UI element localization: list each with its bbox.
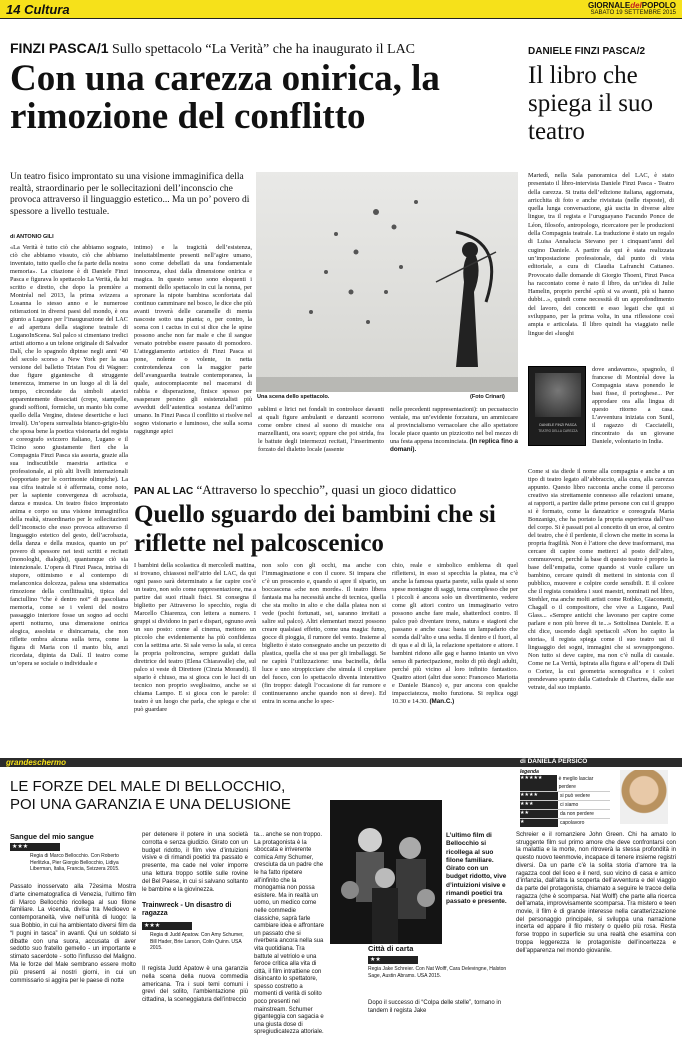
article-1-col-3: sublimi e lirici nei fondali in controluce davanti ai quali figure ambulanti e danzanti scorrono come ombre cinesi al suono di musiche ora marzellianti, ora soavi; oppure che poi strida, fra le battute degli intermezzi recitati, l’inserimento forzato del dialetto locale (assente bbox=[258, 406, 384, 453]
legend-row: ★★★ ci siamo bbox=[520, 801, 610, 810]
book-title: DANIELE FINZI PASCA bbox=[539, 423, 577, 427]
film-3-rating: ★★ bbox=[368, 956, 418, 964]
cinema-title: LE FORZE DEL MALE DI BELLOCCHIO, POI UNA GARANZIA E UNA DELUSIONE bbox=[10, 778, 291, 813]
article-2-body: Martedì, nella Sala panoramica del LAC, è stato presentato il libro-intervista Daniele Finzi Pasca - Teatro della carezza. Si tratta dell’edizione italiana, aggiornata, arricchita di foto e anche rivisitata (nelle risposte), di quella lunga conversazione, già uscita in diverse altre lingue, tra il regista e l’uruguayano Facundo Ponce de Léon, filosofo, antropologo, ricercatore per le produzioni della Compagnia teatrale. La traduzione è stato un regalo di Luisa Annalucia Stevano per i cinquant’anni del cugino Daniele. A partire da qui è stata realizzata un’impostazione professionale, dal punto di vista editoriale, a cura di Claudia Lafranchi Cattaneo. Provocato dalle domande di Giorgio Thoeni, Finzi Pasca ha raccontato come è nato il libro, da un’idea di Julie Hamelin, proprio perché «più si va avanti, più si hanno dubbi...», quindi come necessità di un approfondimento del lavoro, dei concetti e esso legati che qui si sviluppano, per la prima volta, in una riflessione così ampia e articolata. Il libro quindi ha viaggiato nelle lingue dei «luoghi bbox=[528, 172, 674, 337]
film-photo-illustration bbox=[330, 800, 442, 944]
author-avatar bbox=[620, 770, 668, 824]
film-1-body-2: per detenere il potere in una società corrotta e senza giudizio. Girato con un budget ridotto, il film vive d’intuizioni visive e di rimandi poetici tra passato e presente, ma cade nel voler imporre una lettura troppo sottile sulle rovine del Bel Paese, in cui si salvano soltanto le bambine e la giovinezza. bbox=[142, 832, 248, 893]
article-1-col-2: intimo) e la tragicità dell’esistenza, ineluttabilmente presenti nell’agire umano, sono come debellati da una fondamentale innocenza, elusi dalla dimensione onirica e magica. In questo senso sono eloquenti i momenti dello spettacolo in cui la nonna, per spronare la nipote bambina sconfortata dal continuo camminare nel bosco, le dice che più avanti troverà delle caramelle di menta nascoste sotto una pianta; o, per contro, la scena con i cactus in cui si dice che le spine possono anche non far male e che il sangue versato potrebbe essere passato di pomodoro. L’atteggiamento artistico di Finzi Pasca si pone, nolente o volente, in netta controtendenza con la maggior parte dell’avanguardia teatrale contemporanea, la quale, autocompiacente nel macerarsi di rabbia e disperazione, finisce spesso per esasperare persino gli esistenzialisti più avveduti dell’autentica sostanza dell’animo umano. In Finzi Pasca il conflitto si risolve nel sogno visionario e luminoso, che sulla scena raggiunge apici bbox=[134, 244, 252, 435]
article-3-col-1: I bambini della scolastica di mercoledì mattina, si trovano, chiassosi nell’atrio del LAC, da qui ogni passo sarà determinato a far capire cos’è un teatro, non solo come rappresentazione, ma a partire dai suoi rituali fisici. Si consegna il biglietto per Attraverso lo specchio, regia di Marcello Chiarenza, con lettera a numero. I gruppi si dividono in pari e dispari, ognuno avrà un suo posto: come al cinema, mettono un piccolo che evidentemente ha più confidenza con la settima arte. Si sale verso la sala, si cerca la propria poltroncina, sempre guidati dalla direttrice del teatro (Elena Chiaravalle) che, sul palco si veste di Direttore (Cinzia Morandi). Il sipario è chiuso, ma si gioca con le luci di un tecnico non proprio sveglissimo, anche se si chiama Lampo. E si gioca con le parole: il teatro è un luogo che parla, che spiega e che si può guardare bbox=[134, 562, 256, 713]
cinema-section: grandeschermo bbox=[6, 758, 67, 767]
film-photo bbox=[330, 800, 442, 944]
film-3-col-6: Schreier e il romanziere John Green. Chi ha amato lo struggente film sul primo amore che deve confrontarsi con la malattia e la morte, non ritroverà la stessa profondità in questo nuovo teenmovie, incapace di tenere insieme registri diversi. Da un parte c’è la solita storia d’amore tra la ragazza cool del liceo e il nerd, suo vicino di casa e amico d’infanzia, dall’altra la scoperta dell’avventura e del viaggio da parte del protagonista, chiamato a seguire le tracce della ragazza (che è scomparsa. Nat Wolff) che parte alla ricerca dell’amata, improvvisamente scomparsa. Tra mistero e teen movie, il film è di grande interesse nella caratterizzazione del personaggio principale, si sviluppa una narrazione incerta ed appare il filo mistery o quello più rosa. Resta forse troppo in superficie su una realtà che esamina con troppa leggerezza le protagoniste dell’incertezza e dell’apparenza nel mondo giovanile. bbox=[516, 832, 676, 954]
film-1-rating: ★★★ bbox=[10, 843, 60, 851]
photo-credit: (Foto Crinari) bbox=[470, 394, 505, 400]
article-1-intro: Un teatro fisico improntato su una visione immaginifica della realtà, straordinario per le sollecitazioni dell’inconscio che provoca attraverso il linguaggio estetico... Ma un po’ povero di spessore a livello testuale. bbox=[10, 172, 250, 217]
byline: di ANTONIO GILI bbox=[10, 234, 54, 240]
legend-box bbox=[520, 769, 610, 826]
article-2-kicker: DANIELE FINZI PASCA/2 bbox=[528, 46, 646, 57]
film-2-rating: ★★★ bbox=[142, 922, 192, 930]
film-2-credits: Regia di Judd Apatow. Con Amy Schumer, Bill Hader, Brie Larson, Colin Quinn. USA 2015. bbox=[150, 932, 244, 951]
article-3-kicker: PAN AL LAC “Attraverso lo specchio”, quasi un gioco didattico bbox=[134, 482, 457, 497]
header-bar bbox=[0, 0, 682, 19]
legend-row: ★★ da non perdere bbox=[520, 810, 610, 819]
film-photo-caption: L’ultimo film di Bellocchio si ricollega al suo filone familiare. Girato con un budget ridotto, vive d’intuizioni visive e rimandi poetici tra passato e presente. bbox=[446, 832, 507, 906]
film-1-credits: Regia di Marco Bellocchio. Con Roberto Herlitzka, Pier Giorgio Bellocchio, Lidiya Liberman, Italia, Francia, Svizzera 2015. bbox=[30, 853, 120, 872]
book-cover bbox=[528, 366, 586, 446]
issue-date: SABATO 19 SETTEMBRE 2015 bbox=[590, 10, 676, 16]
film-3-credits: Regia Jake Schreier. Con Nat Wolff, Cara Delevingne, Halston Sage, Austin Abrams. USA 2015. bbox=[368, 966, 507, 979]
photo-caption: Una scena dello spettacolo. bbox=[257, 394, 330, 400]
stage-photo-illustration bbox=[256, 172, 518, 392]
film-2-title: Trainwreck - Un disastro di ragazza bbox=[142, 902, 232, 917]
cinema-author: di DANIELA PERSICO bbox=[520, 758, 588, 765]
legend-row: ★★★★★ è meglio lasciar perdere bbox=[520, 775, 610, 792]
article-3-col-3: chio, reale e simbolico emblema di quel riflettersi, in esso si specchia la platea, ma c’è anche la famosa quarta parete, sulla quale si sono spese montagne di saggi, tema complesso che per i piccoli è ancora solo un divertimento, vedere come gli attori contro un immaginario vetro possono anche fare male, shatterdoci contro. Il palco può diventare treno, natura e stagioni che passano e anche casa: basta un lampadario che scenda dall’alto e una sedia. Il dentro e il fuori, al di qua e al di là, la relazione spettatore e attore. I bambini ridono alle gag e hanno intanto un vivo senso di partecipazione, molto di più degli adulti, perché più vicino al loro infinito fantastico. Quattro attori (altri due sono: Francesco Mariotta e Daniele Bianco) e, pur ancora con qualche impacciatezza, molto funziona. Si replica oggi 10.30 e 14.30. (Man.C.) bbox=[392, 562, 518, 705]
film-2-body: Il regista Judd Apatow è una garanzia nella scena della nuova commedia americana. Tra i suoi temi comuni i grevi del solito, l’ambientazione più cittadina, la sceneggiatura dell’intreccio bbox=[142, 966, 248, 1004]
newspaper-logo: GIORNALEdelPOPOLO bbox=[587, 1, 676, 10]
stage-photo bbox=[256, 172, 518, 392]
book-subtitle: TEATRO DELLA CAREZZA bbox=[538, 429, 578, 433]
article-1-kicker: FINZI PASCA/1 Sullo spettacolo “La Verità” che ha inaugurato il LAC bbox=[10, 40, 416, 57]
legend-title: legenda bbox=[520, 769, 539, 775]
article-2-title: Il libro che spiega il suo teatro bbox=[528, 62, 653, 145]
legend-row: ★★★★ si può vedere bbox=[520, 792, 610, 801]
article-2-body-b: dove andavamo», spagnolo, il francese di Montréal dove la Compagnia stava ponendo le basi fisse, il portoghese... Per approdare ora alla lingua di questo ritorno a casa. L’avventura iniziata con Sunil, il ragazzo di Cacciatelli, rincontrato da un giovane Daniele, volontario in India. bbox=[592, 366, 674, 445]
article-3-title: Quello sguardo dei bambini che si riflette nel palcoscenico bbox=[134, 501, 496, 557]
article-3-col-2: non solo con gli occhi, ma anche con l’immaginazione e con il cuore. Si impara che c’è un proscenio e, quando si apre il sipario, un boccascena «che non morde». Il teatro libera fantasia ma ha necessità anche di tecnica, quella che sta molto in alto e che dalla platea non si vede (pochi fortunati, sei, saranno invitati a salire sul palco). Altri elementari mezzi possono creare qualsiasi effetto, come una magia: fumo, gocce di pioggia, il rumore del vento. Insieme al biglietto è stato consegnato anche un pezzetto di plastica, quella che si usa per gli imballaggi. Se ne capirà l’utilizzazione: una bacinella, della luce e uno stroppicciare che simula il crepitare del fuoco, con lo spettacolo diventa interattivo (fin troppo: dategli l’occasione di far rumore e continueranno anche quando non si deve). Ed entra in scena anche lo spec- bbox=[262, 562, 386, 705]
film-1-title: Sangue del mio sangue bbox=[10, 832, 94, 841]
article-1-title: Con una carezza onirica, la rimozione del conflitto bbox=[10, 58, 440, 137]
film-col-3: ta... anche se non troppo. La protagonista è la sboccata e irriverente comica Amy Schumer, cresciuta da un padre che le ha fatto ripetere all’infinito che la monogamia non possa esistere. Ma in realtà un uomo, un medico come nelle commedie classiche, saprà farle cambiare idea e affrontare un passato che si riverbera ancora nella sua vita quotidiana. Tra battute al vetriolo e una feroce critica alla vita di città, il film intrattiene con disincanto lo spettatore, spesso costretto a momenti di verità di solito poco presenti nel mainstream. Schumer giganteggia con sagacia e una giusta dose di spregiudicatezza attoriale. bbox=[254, 832, 324, 1036]
legend-row: ★ capolavoro bbox=[520, 820, 585, 826]
article-1-col-1: «La Verità è tutto ciò che abbiamo sognato, ciò che abbiamo vissuto, ciò che abbiamo inventato, tutto quello che fa parte della nostra memoria». La citazione è di Daniele Finzi Pasca e figurava lo spettacolo La Verità, da lui scritto e diretto, che dopo la première a Montréal nel 2013, la prima svizzera a Losanna lo stesso anno e le numerose reiterazioni in diversi paesi del mondo, è ora giunto a Lugano per l’inaugurazione del LAC e ad apertura della stagione teatrale di LuganoInScena. Sul palco si cimentano tredici artisti attorno a un telone originale di Salvador Dalí, che lo spagnolo dipinse negli anni ’40 del secolo scorso a New York per la sua versione del balletto Tristan Fou di Wagner: due figure gigantesche di struggente tenerezza, immerse in un luogo al di là del tempo, circondate da simboli atavici apparentemente dissociati (crepe, stampelle, grandi soffioni, formiche, un manto blu come quello della Vergine, distese desertiche e luci irreali). Un’opera surrealista bianco-grigio-blu che sposa bene la poetica visionaria del regista e coreografo svizzero italiano, Lugano e il Ticino sono giustamente fieri che la Compagnia Finzi Pasca sia assurta, grazie alla sua indiscutibile maestria artistica e professionale, ai più alti livelli internazionali (sopportato per le corrimonie olimpiche). La sua cifra teatrale si è affermata, come noto, per la sapiente convergenza di acrobazia, danza e musica. Un teatro fisico improntato anima e corpo su una visione immaginifica della realtà, straordinario per le sollecitazioni dell’inconscio che esso provoca attraverso il linguaggio estetico del gesto, dell’acrobazia, della danza e della musica, quanto un po’ povero di spessore nei testi scritti e recitati (monologhi, dialoghi), quantunque ciò sia intenzionale. L’opera di Finzi Pasca, intrisa di stupore, ottimismo e al contempo di melanconica dolcezza, palesa una sistematica rimozione della conflittualità, tipica del fanciullino “che è dentro noi” di pascoliana memoria, come se i veleni del nostro passaggio interiore fosse un sogno ad occhi aperti notturno, una dimensione onirica alogica, assoluta e disincarnata, che non riflette ombra alcuna sulla terra, come la figura di Maria con il manto blu, anzi ricordata, dipinta da Dalí. Il teatro come un’opera se sociale o individuale e bbox=[10, 244, 128, 667]
article-1-col-4: nelle precedenti rappresentazioni): un pecuatuccio veniale, ma un’evidente forzatura, un ammiccare al provincialismo vernacolare che allo spettatore locale piace quanto un pizzicotto nel bel mezzo di una festa appena incominciata. (In replica fino a domani). bbox=[390, 406, 518, 453]
article-2-body-c: Come si sia diede il nome alla compagnia e anche a un tipo di teatro legato all’abbraccio, alla cura, alla carezza appunto. Questo libro racconta anche come il percorso creativo sia strettamente connesso alle relazioni umane, ai rapporti, a partire dalle prime persone con cui il gruppo si è formato, come la danzatrice e coreografa Maria Bonzanigo, che ha portato la propria esperienza dall’uso del corpo. Si è passati poi al concetto di un eroe, al centro del teatro, che è il perdente, il clown che mette in scena la propria fragilità. Non è l’attore che deve trasformarsi, ma cercare di capire come metterci al posto dell’altro, commuoversi, perché la base di questo teatro è proprio la base dell’empatia, come quando si vuole cullare un bambino, cercare quindi di mettersi in sintonia con il pubblico, muovere e colpire corde sensibili. E il colore che il regista considera i suoi maestri, nominati nel libro, Strehler, ma anche molti artisti come Rothko, Giacometti, Chagall o il compositore, che vive a Lugano, Paul Glass... «Sempre antichi che lavorano per capire come parlare e non più breve di te...» Sottolinea Daniele. E a chi dice, uscendo dagli spettacoli «Non ho capito la storia», il regista spiega come il suo teatro usi il linguaggio dei sogni, immagini che si sovrappongono. Non tutto si deve capire, ma non c’è nulla di casuale. Come ne La Verità, ispirata alla figura e all’opera di Dalí o Cortez, la cui geometria scenografica e i colori prendevano spunto dalla Cattedrale di Chartres, dalle sue vetrate, dal suo impianto. bbox=[528, 468, 674, 691]
film-1-body: Passato inosservato alla 72esima Mostra d’arte cinematografica di Venezia, l’ultimo film di Marco Bellocchio ricollega al suo filone familiare. La vicenda, divisa tra Medioevo e contemporaneità, vive nell’unità di luogo: la sua Bobbio, in cui ha ambientato diversi film da “I pugni in tasca” in avanti. Qui un soldato si dibatte con una suora, accusata di aver sedotto suo fratello gemello - un importante e stimato sacerdote - sotto l’influsso del Maligno. Ma le forze del Male sembrano essere molto più presenti ai nostri giorni, in cui un commissario si aggira per le paese di notte bbox=[10, 884, 136, 984]
section-label: 14 Cultura bbox=[6, 2, 70, 17]
film-3-body: Dopo il successo di “Colpa delle stelle”, tornano in tandem il regista Jake bbox=[368, 1000, 502, 1014]
book-photo bbox=[535, 373, 581, 417]
film-3-title: Città di carta bbox=[368, 944, 414, 953]
